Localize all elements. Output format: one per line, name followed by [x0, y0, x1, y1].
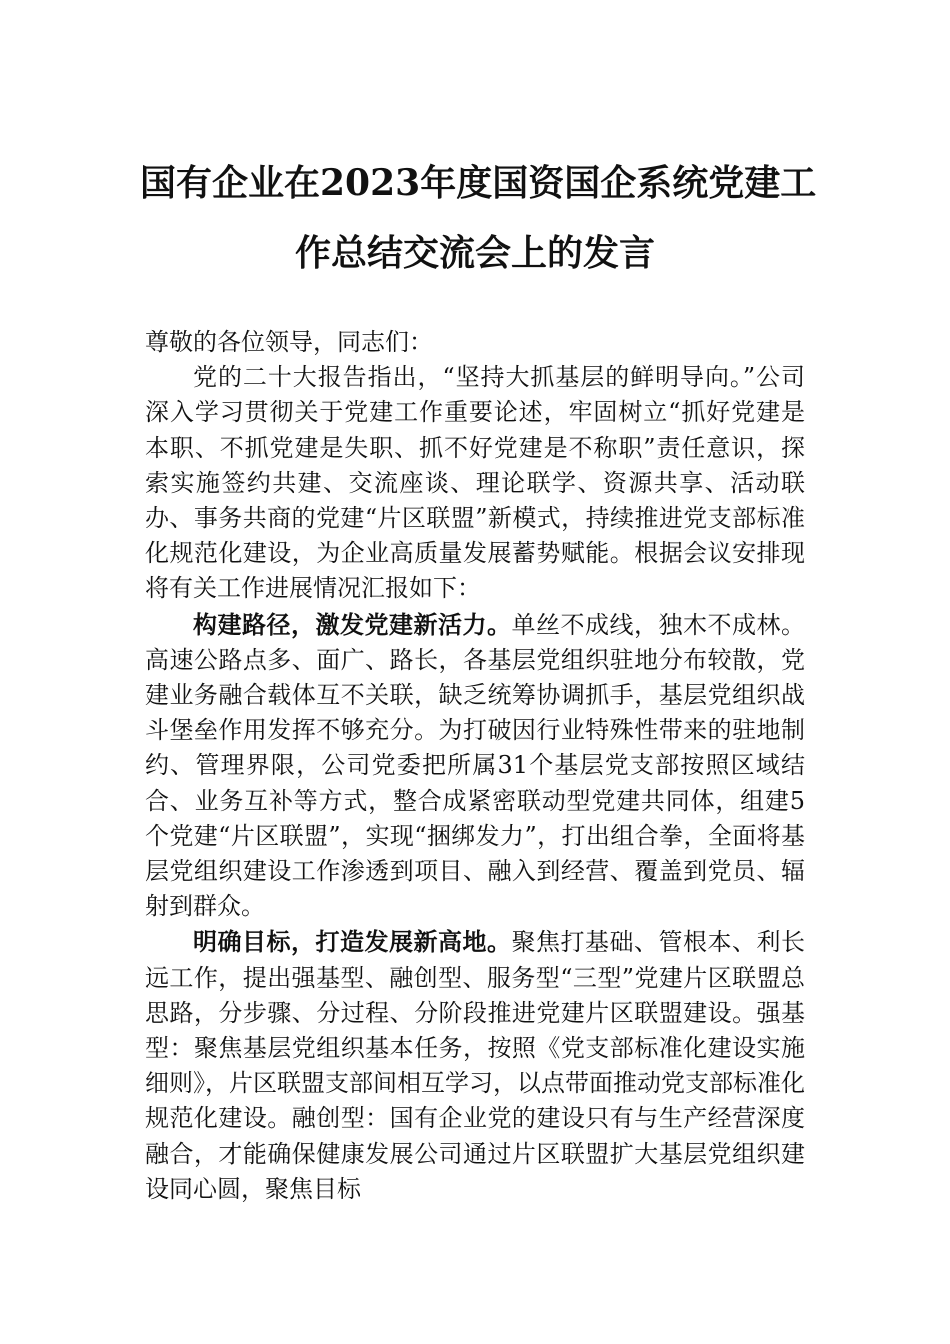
paragraph-goal — [145, 924, 805, 1207]
paragraph-text: 聚焦打基础、管根本、利长远工作，提出强基型、融创型、服务型“三型”党建片区联盟总思路，分步骤、分过程、分阶段推进党建片区联盟建设。强基型：聚焦基层党组织基本任务，按照《党支部标准化建设实施细则》，片区联盟支部间相互学习，以点带面推动党支部标准化规范化建设。融创型：国有企业党的建设只有与生产经营深度融合，才能确保健康发展公司通过片区联盟扩大基层党组织建设同心圆，聚焦目标 — [145, 928, 805, 1203]
paragraph-path — [145, 607, 805, 925]
paragraph-lead: 构建路径，激发党建新活力。 — [193, 609, 512, 639]
document-title-line-1: 国有企业在2023年度国资国企系统党建工 — [140, 162, 817, 204]
salutation: 尊敬的各位领导，同志们： — [145, 328, 433, 356]
document-title-line-2: 作总结交流会上的发言 — [294, 232, 655, 274]
paragraph-intro — [145, 360, 805, 606]
paragraph-lead: 明确目标，打造发展新高地。 — [193, 927, 512, 957]
document-body — [145, 325, 805, 1207]
paragraph-text: 单丝不成线，独木不成林。高速公路点多、面广、路长，各基层党组织驻地分布较散，党建业务融合载体互不关联，缺乏统筹协调抓手，基层党组织战斗堡垒作用发挥不够充分。为打破因行业特殊性带来的驻地制约、管理界限，公司党委把所属31个基层党支部按照区域结合、业务互补等方式，整合成紧密联动型党建共同体，组建5个党建“片区联盟”，实现“捆绑发力”，打出组合拳，全面将基层党组织建设工作渗透到项目、融入到经营、覆盖到党员、辐射到群众。 — [145, 610, 805, 921]
paragraph-text: 党的二十大报告指出，“坚持大抓基层的鲜明导向。”公司深入学习贯彻关于党建工作重要论述，牢固树立“抓好党建是本职、不抓党建是失职、抓不好党建是不称职”责任意识，探索实施签约共建、交流座谈、理论联学、资源共享、活动联办、事务共商的党建“片区联盟”新模式，持续推进党支部标准化规范化建设，为企业高质量发展蓄势赋能。根据会议安排现将有关工作进展情况汇报如下： — [145, 363, 805, 603]
